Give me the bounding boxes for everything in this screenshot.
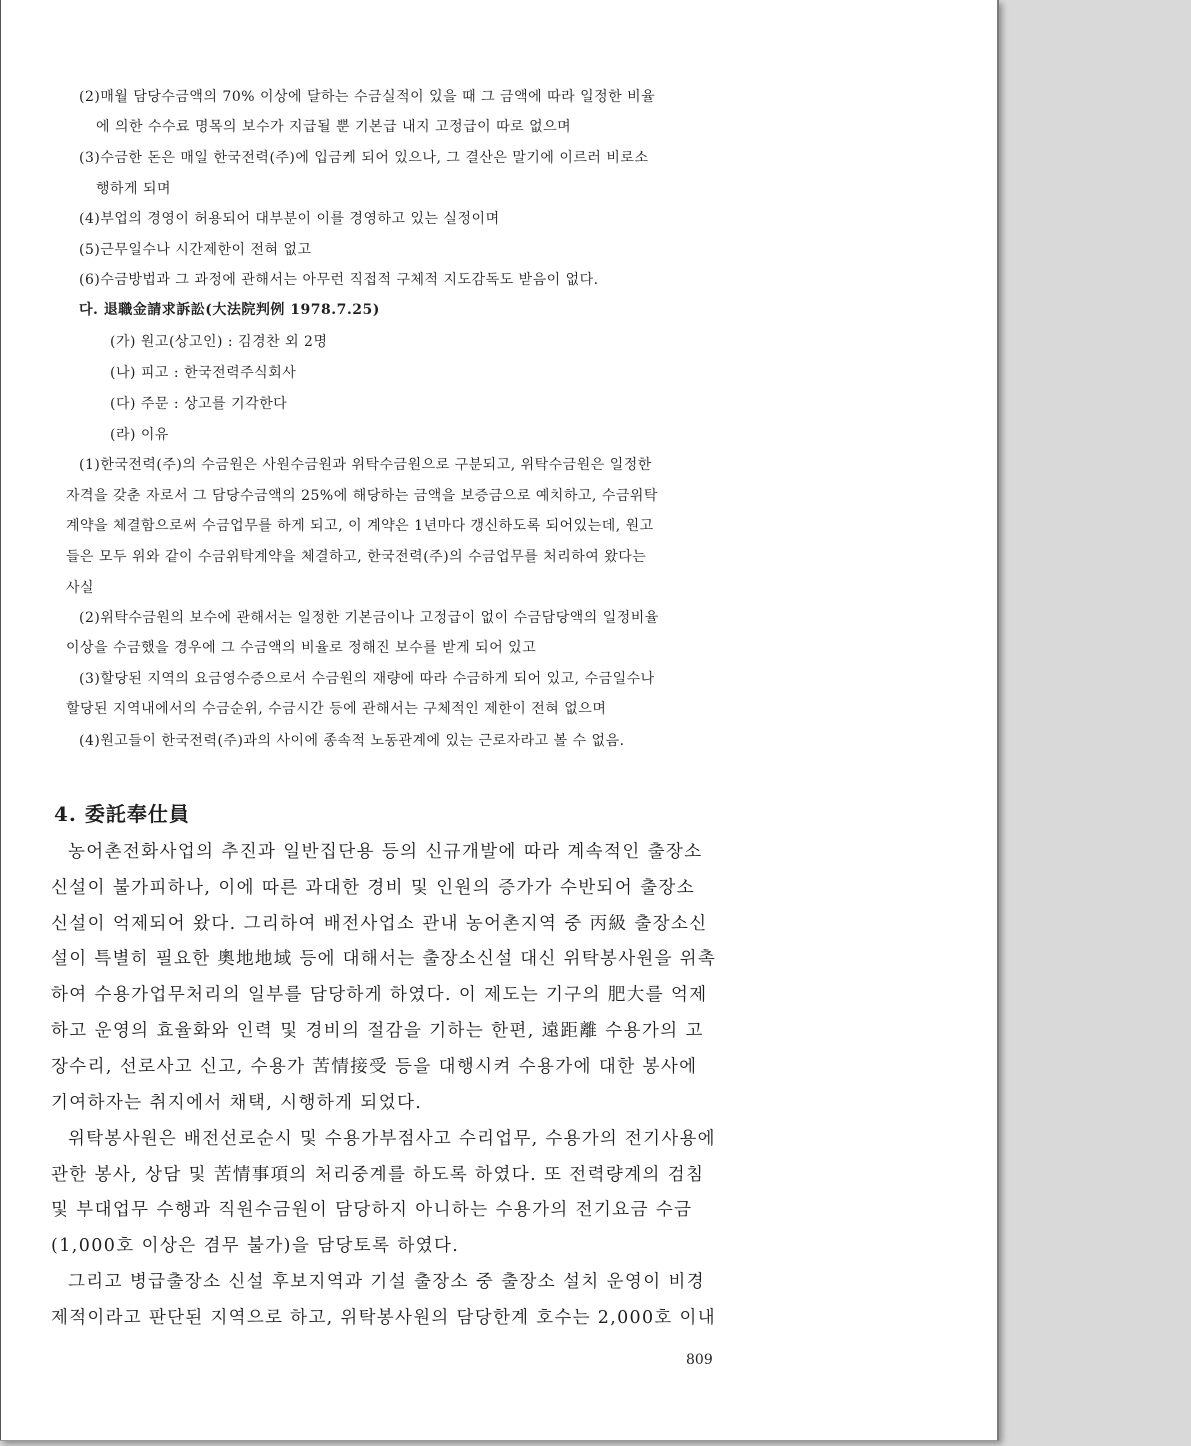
body-line: (1,000호 이상은 겸무 불가)을 담당토록 하였다. — [51, 1236, 460, 1256]
case-item: (다) 주문 : 상고를 기각한다 — [110, 396, 288, 412]
section-heading: 4. 委託奉仕員 — [54, 802, 190, 826]
reason-line: (1)한국전력(주)의 수금원은 사원수금원과 위탁수금원으로 구분되고, 위탁수금원은 일정한 — [79, 457, 652, 473]
case-item: (가) 원고(상고인) : 김경찬 외 2명 — [110, 334, 328, 350]
body-line: 하여 수용가업무처리의 일부를 담당하게 하였다. 이 제도는 기구의 肥大를 억제 — [51, 985, 708, 1005]
reason-line: 계약을 체결함으로써 수금업무를 하게 되고, 이 계약은 1년마다 갱신하도록 되어있는데, 원고 — [66, 518, 654, 534]
body-line: 제적이라고 판단된 지역으로 하고, 위탁봉사원의 담당한계 호수는 2,000호 이내 — [51, 1308, 716, 1328]
body-line: 장수리, 선로사고 신고, 수용가 苦情接受 등을 대행시켜 수용가에 대한 봉사에 — [51, 1057, 698, 1077]
body-line: 신설이 억제되어 왔다. 그리하여 배전사업소 관내 농어촌지역 중 丙級 출장소신 — [51, 914, 708, 934]
body-line: 기여하자는 취지에서 채택, 시행하게 되었다. — [51, 1093, 423, 1113]
case-subheading: 다. 退職金請求訴訟(大法院判例 1978.7.25) — [79, 302, 380, 318]
body-line: 농어촌전화사업의 추진과 일반집단용 등의 신규개발에 따라 계속적인 출장소 — [68, 842, 703, 862]
text-line: (2)매월 담당수금액의 70% 이상에 달하는 수금실적이 있을 때 그 금액에 따라 일정한 비율 — [79, 89, 656, 105]
page-number: 809 — [686, 1352, 713, 1368]
body-line: 관한 봉사, 상담 및 苦情事項의 처리중계를 하도록 하였다. 또 전력량계의 검침 — [51, 1165, 705, 1185]
reason-line: (3)할당된 지역의 요금영수증으로서 수금원의 재량에 따라 수금하게 되어 있고, 수금일수나 — [79, 671, 655, 687]
body-line: 위탁봉사원은 배전선로순시 및 수용가부점사고 수리업무, 수용가의 전기사용에 — [68, 1129, 716, 1149]
text-line: 에 의한 수수료 명목의 보수가 지급될 뿐 기본급 내지 고정급이 따로 없으며 — [96, 119, 572, 135]
case-item: (나) 피고 : 한국전력주식회사 — [110, 365, 297, 381]
reason-line: 사실 — [66, 580, 95, 596]
text-line: (4)부업의 경영이 허용되어 대부분이 이를 경영하고 있는 실정이며 — [79, 211, 500, 227]
body-line: 그리고 병급출장소 신설 후보지역과 기설 출장소 중 출장소 설치 운영이 비경 — [68, 1272, 706, 1292]
reason-line: 이상을 수금했을 경우에 그 수금액의 비율로 정해진 보수를 받게 되어 있고 — [66, 640, 537, 656]
reason-line: 할당된 지역내에서의 수금순위, 수금시간 등에 관해서는 구체적인 제한이 전혀 없으며 — [66, 701, 607, 717]
text-line: (3)수금한 돈은 매일 한국전력(주)에 입금케 되어 있으나, 그 결산은 말기에 이르러 비로소 — [79, 150, 649, 166]
body-line: 하고 운영의 효율화와 인력 및 경비의 절감을 기하는 한편, 遠距離 수용가의 고 — [51, 1021, 704, 1041]
text-line: 행하게 되며 — [96, 181, 172, 197]
text-line: (5)근무일수나 시간제한이 전혀 없고 — [79, 242, 312, 258]
reason-line: 들은 모두 위와 같이 수금위탁계약을 체결하고, 한국전력(주)의 수금업무를 처리하여 왔다는 — [66, 549, 647, 565]
reason-line: 자격을 갖춘 자로서 그 담당수금액의 25%에 해당하는 금액을 보증금으로 예치하고, 수금위탁 — [66, 488, 658, 504]
case-item: (라) 이유 — [110, 427, 169, 443]
text-line: (6)수금방법과 그 과정에 관해서는 아무런 직접적 구체적 지도감독도 받음이 없다. — [79, 272, 599, 288]
body-line: 및 부대업무 수행과 직원수금원이 담당하지 아니하는 수용가의 전기요금 수금 — [51, 1200, 693, 1220]
body-line: 신설이 불가피하나, 이에 따른 과대한 경비 및 인원의 증가가 수반되어 출장소 — [51, 878, 696, 898]
reason-line: (4)원고들이 한국전력(주)과의 사이에 종속적 노동관계에 있는 근로자라고 볼 수 없음. — [79, 733, 625, 749]
body-line: 설이 특별히 필요한 奧地地域 등에 대해서는 출장소신설 대신 위탁봉사원을 위촉 — [51, 949, 717, 969]
reason-line: (2)위탁수금원의 보수에 관해서는 일정한 기본금이나 고정급이 없이 수금담당액의 일정비율 — [79, 610, 659, 626]
